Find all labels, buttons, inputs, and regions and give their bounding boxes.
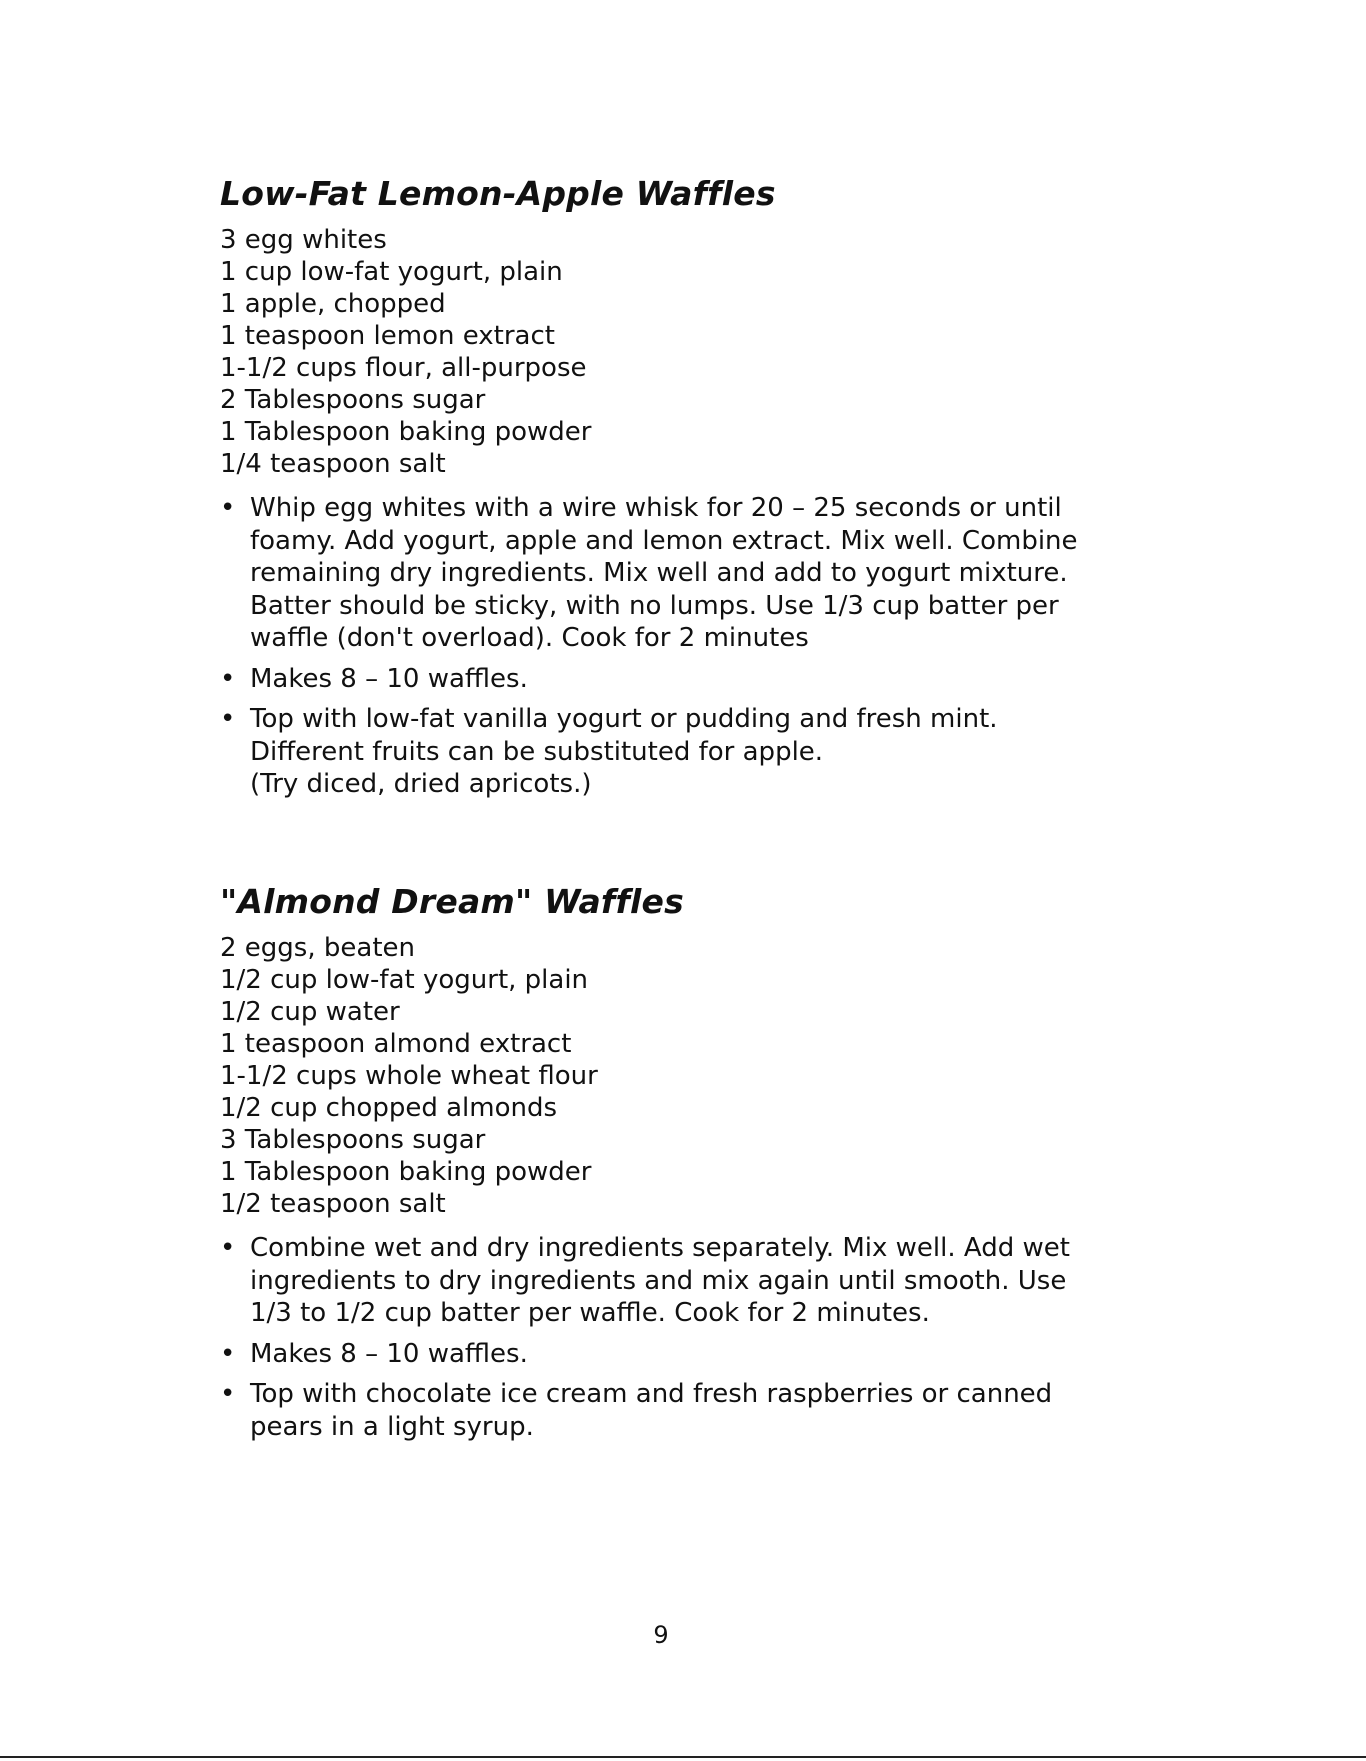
ingredient-item: 1-1/2 cups whole wheat flour [220, 1061, 598, 1091]
instruction-step [220, 703, 1120, 801]
recipe-title: Low-Fat Lemon-Apple Waffles [220, 174, 776, 213]
instruction-line: Combine wet and dry ingredients separately. Mix well. Add wet [250, 1233, 1070, 1263]
ingredient-item: 3 Tablespoons sugar [220, 1125, 486, 1155]
instruction-step [220, 1378, 1120, 1443]
ingredient-item: 1/4 teaspoon salt [220, 449, 446, 479]
recipe-title: "Almond Dream" Waffles [220, 882, 684, 921]
instruction-line: (Try diced, dried apricots.) [250, 769, 592, 799]
ingredient-item: 1 Tablespoon baking powder [220, 1157, 592, 1187]
ingredient-item: 1-1/2 cups flour, all-purpose [220, 353, 587, 383]
recipe-almond-dream-waffles [220, 880, 1120, 1451]
instruction-step [220, 1338, 1120, 1371]
ingredient-item: 3 egg whites [220, 225, 387, 255]
instruction-line: remaining dry ingredients. Mix well and add to yogurt mixture. [250, 558, 1068, 588]
instruction-step [220, 492, 1120, 655]
bullet-icon: • [220, 704, 236, 734]
instruction-list [220, 492, 1120, 801]
ingredient-item: 1 teaspoon almond extract [220, 1029, 572, 1059]
instruction-line: Batter should be sticky, with no lumps. Use 1/3 cup batter per [250, 590, 1059, 621]
instruction-line: waffle (don't overload). Cook for 2 minutes [250, 623, 809, 653]
ingredient-item: 1/2 teaspoon salt [220, 1189, 446, 1219]
recipe-lemon-apple-waffles [220, 172, 1120, 809]
ingredient-item: 1/2 cup chopped almonds [220, 1093, 558, 1123]
ingredient-item: 1 cup low-fat yogurt, plain [220, 257, 563, 287]
instruction-step [220, 1232, 1120, 1330]
page-bottom-edge [0, 1756, 1366, 1758]
instruction-line: pears in a light syrup. [250, 1411, 534, 1442]
ingredient-item: 1 Tablespoon baking powder [220, 417, 592, 447]
bullet-icon: • [220, 663, 236, 694]
instruction-step [220, 663, 1120, 696]
ingredient-list [220, 932, 1120, 1220]
ingredient-item: 2 Tablespoons sugar [220, 385, 486, 415]
instruction-line: foamy. Add yogurt, apple and lemon extract. Mix well. Combine [250, 525, 1078, 556]
instruction-line: Makes 8 – 10 waffles. [250, 663, 528, 694]
bullet-icon: • [220, 1379, 236, 1409]
ingredient-item: 1/2 cup water [220, 997, 400, 1027]
instruction-line: Top with low-fat vanilla yogurt or pudding and fresh mint. [250, 704, 998, 734]
ingredient-item: 1 apple, chopped [220, 289, 446, 319]
instruction-line: Makes 8 – 10 waffles. [250, 1338, 528, 1369]
ingredient-list [220, 224, 1120, 480]
instruction-line: Different fruits can be substituted for apple. [250, 736, 824, 767]
ingredient-item: 1/2 cup low-fat yogurt, plain [220, 965, 589, 995]
ingredient-item: 1 teaspoon lemon extract [220, 321, 555, 351]
bullet-icon: • [220, 493, 236, 523]
instruction-line: 1/3 to 1/2 cup batter per waffle. Cook for 2 minutes. [250, 1298, 930, 1328]
instruction-list [220, 1232, 1120, 1443]
page-number: 9 [653, 1621, 669, 1649]
instruction-line: Top with chocolate ice cream and fresh raspberries or canned [250, 1379, 1053, 1409]
bullet-icon: • [220, 1233, 236, 1263]
ingredient-item: 2 eggs, beaten [220, 933, 415, 963]
instruction-line: Whip egg whites with a wire whisk for 20 – 25 seconds or until [250, 493, 1062, 523]
instruction-line: ingredients to dry ingredients and mix again until smooth. Use [250, 1265, 1067, 1296]
bullet-icon: • [220, 1338, 236, 1369]
